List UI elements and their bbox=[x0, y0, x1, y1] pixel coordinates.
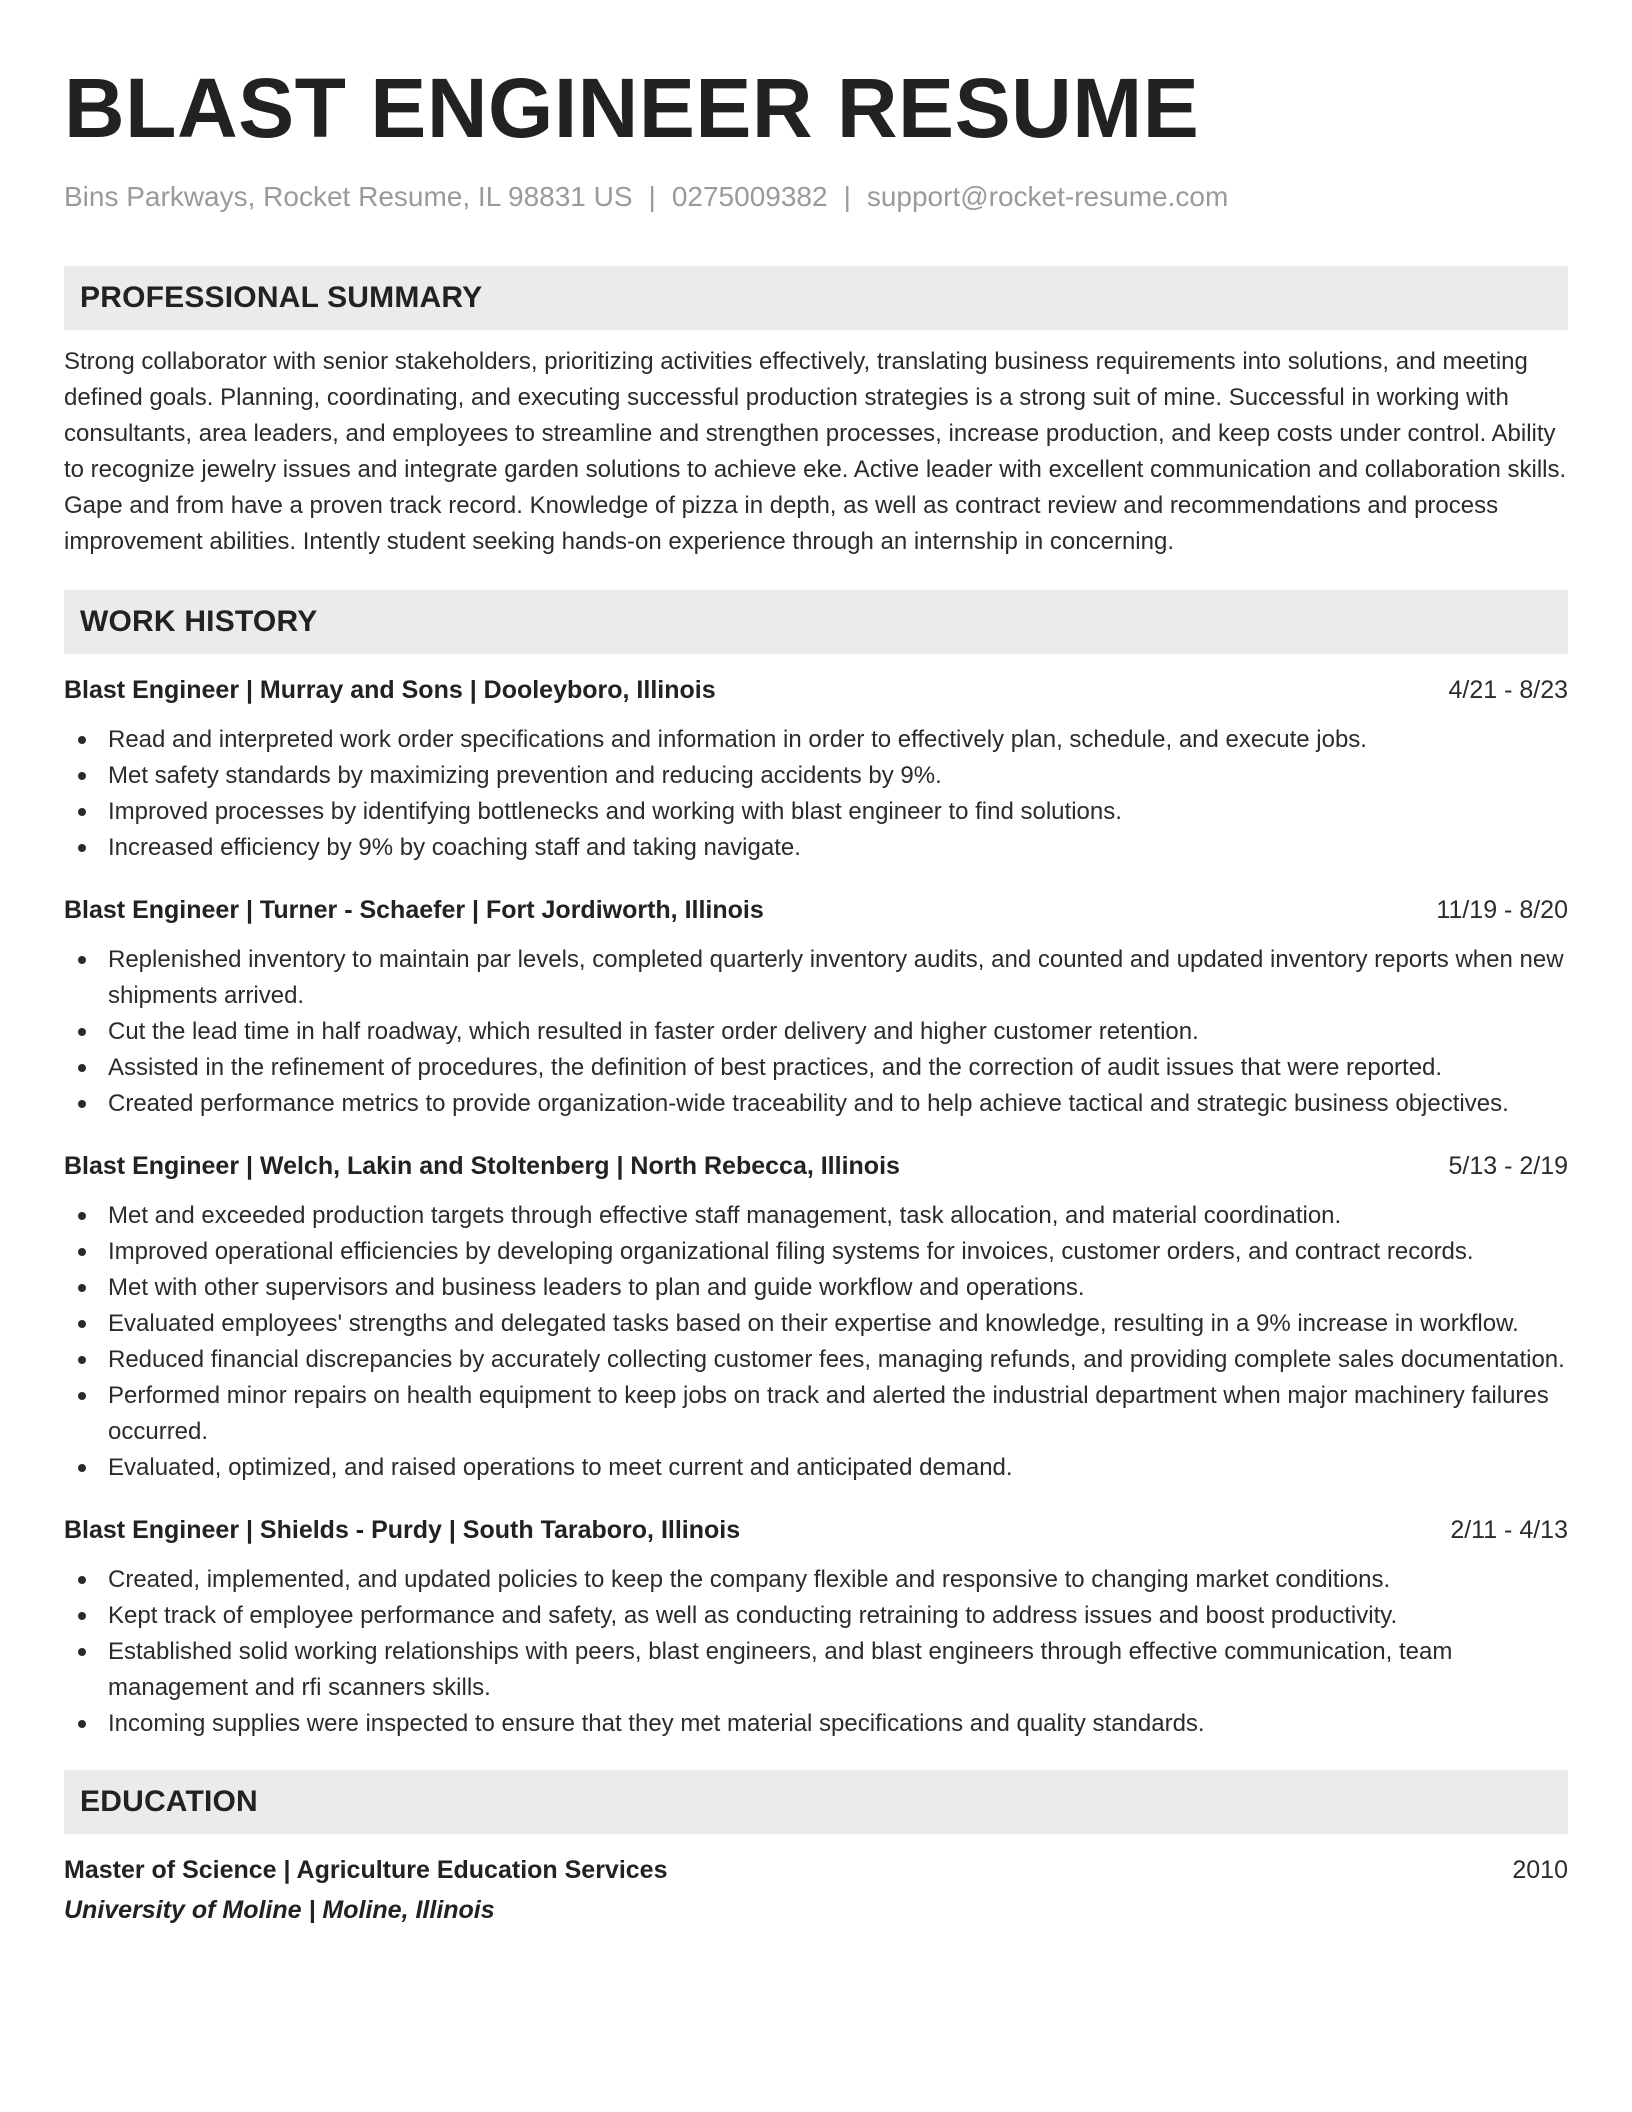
job-bullet-text: Read and interpreted work order specifications and information in order to effectively plan, schedule, and execute jobs. bbox=[108, 725, 1367, 753]
job-bullet-text: Cut the lead time in half roadway, which resulted in faster order delivery and higher customer retention. bbox=[108, 1017, 1199, 1045]
bullet-icon bbox=[78, 1576, 86, 1584]
contact-phone: 0275009382 bbox=[671, 181, 828, 212]
bullet-icon bbox=[78, 1720, 86, 1728]
bullet-icon bbox=[78, 956, 86, 964]
job-dates: 4/21 - 8/23 bbox=[1448, 675, 1568, 704]
job-bullet bbox=[64, 1378, 1568, 1450]
job-bullet-text: Reduced financial discrepancies by accurately collecting customer fees, managing refunds, and providing complete sales documentation. bbox=[108, 1345, 1565, 1373]
job-bullet bbox=[64, 1234, 1568, 1270]
contact-separator: | bbox=[843, 181, 851, 212]
contact-email: support@rocket-resume.com bbox=[866, 181, 1229, 212]
job-bullet-text: Established solid working relationships with peers, blast engineers, and blast engineers through effective communication, team management and rfi scanners skills. bbox=[108, 1637, 1453, 1701]
job-title: Blast Engineer | Turner - Schaefer | Fort Jordiworth, Illinois bbox=[64, 895, 764, 924]
job-dates: 5/13 - 2/19 bbox=[1448, 1151, 1568, 1180]
education-year: 2010 bbox=[1512, 1855, 1568, 1884]
job-bullets bbox=[64, 1198, 1568, 1486]
job-bullet bbox=[64, 1086, 1568, 1122]
bullet-icon bbox=[78, 1648, 86, 1656]
job-bullet bbox=[64, 722, 1568, 758]
bullet-icon bbox=[78, 1100, 86, 1108]
job-dates: 11/19 - 8/20 bbox=[1436, 895, 1568, 924]
job-bullet bbox=[64, 830, 1568, 866]
job-bullet-text: Assisted in the refinement of procedures, the definition of best practices, and the correction of audit issues that were reported. bbox=[108, 1053, 1443, 1081]
job-bullet-text: Replenished inventory to maintain par levels, completed quarterly inventory audits, and counted and updated inventory reports when new shipments arrived. bbox=[108, 945, 1564, 1009]
job-title: Blast Engineer | Shields - Purdy | South Taraboro, Illinois bbox=[64, 1515, 741, 1544]
bullet-icon bbox=[78, 1320, 86, 1328]
bullet-icon bbox=[78, 772, 86, 780]
bullet-icon bbox=[78, 736, 86, 744]
job-bullet bbox=[64, 1706, 1568, 1742]
bullet-icon bbox=[78, 808, 86, 816]
bullet-icon bbox=[78, 1248, 86, 1256]
job-bullet-text: Met safety standards by maximizing prevention and reducing accidents by 9%. bbox=[108, 761, 942, 789]
job-bullet bbox=[64, 1014, 1568, 1050]
job-title: Blast Engineer | Murray and Sons | Dooleyboro, Illinois bbox=[64, 675, 716, 704]
bullet-icon bbox=[78, 1612, 86, 1620]
job-dates: 2/11 - 4/13 bbox=[1450, 1515, 1568, 1544]
bullet-icon bbox=[78, 1464, 86, 1472]
job-entry bbox=[64, 1512, 1568, 1742]
section-heading-summary: PROFESSIONAL SUMMARY bbox=[64, 266, 1568, 330]
job-bullets bbox=[64, 722, 1568, 866]
bullet-icon bbox=[78, 1284, 86, 1292]
bullet-icon bbox=[78, 1064, 86, 1072]
contact-separator: | bbox=[648, 181, 656, 212]
section-heading-education: EDUCATION bbox=[64, 1770, 1568, 1834]
job-entry bbox=[64, 892, 1568, 1122]
job-bullet bbox=[64, 1342, 1568, 1378]
job-bullet bbox=[64, 1306, 1568, 1342]
job-bullet-text: Evaluated employees' strengths and delegated tasks based on their expertise and knowledge, resulting in a 9% increase in workflow. bbox=[108, 1309, 1519, 1337]
job-bullet bbox=[64, 1450, 1568, 1486]
job-bullet-text: Kept track of employee performance and safety, as well as conducting retraining to address issues and boost productivity. bbox=[108, 1601, 1398, 1629]
job-bullet-text: Met with other supervisors and business leaders to plan and guide workflow and operations. bbox=[108, 1273, 1085, 1301]
summary-text: Strong collaborator with senior stakeholders, prioritizing activities effectively, translating business requirements into solutions, and meeting defined goals. Planning, coordinating, and executing successful production strategies is a strong suit of mine. Successful in working with consultants, area leaders, and employees to streamline and strengthen processes, increase production, and keep costs under control. Ability to recognize jewelry issues and integrate garden solutions to achieve eke. Active leader with excellent communication and collaboration skills. Gape and from have a proven track record. Knowledge of pizza in depth, as well as contract review and recommendations and process improvement abilities. Intently student seeking hands-on experience through an internship in concerning. bbox=[64, 347, 1567, 555]
job-bullet-text: Created, implemented, and updated policies to keep the company flexible and responsive to changing market conditions. bbox=[108, 1565, 1391, 1593]
job-bullet bbox=[64, 1050, 1568, 1086]
section-heading-work-history: WORK HISTORY bbox=[64, 590, 1568, 654]
job-bullet bbox=[64, 1562, 1568, 1598]
job-entry bbox=[64, 1148, 1568, 1486]
bullet-icon bbox=[78, 844, 86, 852]
bullet-icon bbox=[78, 1392, 86, 1400]
bullet-icon bbox=[78, 1028, 86, 1036]
job-title: Blast Engineer | Welch, Lakin and Stoltenberg | North Rebecca, Illinois bbox=[64, 1151, 900, 1180]
job-bullets bbox=[64, 942, 1568, 1122]
job-bullet-text: Improved operational efficiencies by developing organizational filing systems for invoices, customer orders, and contract records. bbox=[108, 1237, 1474, 1265]
bullet-icon bbox=[78, 1356, 86, 1364]
job-bullet-text: Evaluated, optimized, and raised operations to meet current and anticipated demand. bbox=[108, 1453, 1013, 1481]
job-bullet bbox=[64, 758, 1568, 794]
bullet-icon bbox=[78, 1212, 86, 1220]
job-bullet bbox=[64, 1198, 1568, 1234]
job-bullets bbox=[64, 1562, 1568, 1742]
contact-line bbox=[64, 180, 1568, 214]
job-bullet-text: Met and exceeded production targets through effective staff management, task allocation, and material coordination. bbox=[108, 1201, 1342, 1229]
contact-address: Bins Parkways, Rocket Resume, IL 98831 US bbox=[64, 181, 633, 212]
education-entry bbox=[64, 1852, 1568, 1888]
job-bullet-text: Incoming supplies were inspected to ensure that they met material specifications and quality standards. bbox=[108, 1709, 1205, 1737]
job-bullet bbox=[64, 1634, 1568, 1706]
job-bullet bbox=[64, 794, 1568, 830]
job-bullet bbox=[64, 942, 1568, 1014]
education-degree: Master of Science | Agriculture Education Services bbox=[64, 1855, 668, 1884]
job-entry bbox=[64, 672, 1568, 866]
job-bullet bbox=[64, 1598, 1568, 1634]
job-bullet-text: Created performance metrics to provide organization-wide traceability and to help achieve tactical and strategic business objectives. bbox=[108, 1089, 1509, 1117]
job-bullet-text: Performed minor repairs on health equipment to keep jobs on track and alerted the industrial department when major machinery failures occurred. bbox=[108, 1381, 1549, 1445]
job-bullet-text: Increased efficiency by 9% by coaching staff and taking navigate. bbox=[108, 833, 801, 861]
education-school: University of Moline | Moline, Illinois bbox=[64, 1895, 495, 1924]
job-bullet bbox=[64, 1270, 1568, 1306]
job-bullet-text: Improved processes by identifying bottlenecks and working with blast engineer to find solutions. bbox=[108, 797, 1122, 825]
resume-title: BLAST ENGINEER RESUME bbox=[64, 61, 1200, 155]
